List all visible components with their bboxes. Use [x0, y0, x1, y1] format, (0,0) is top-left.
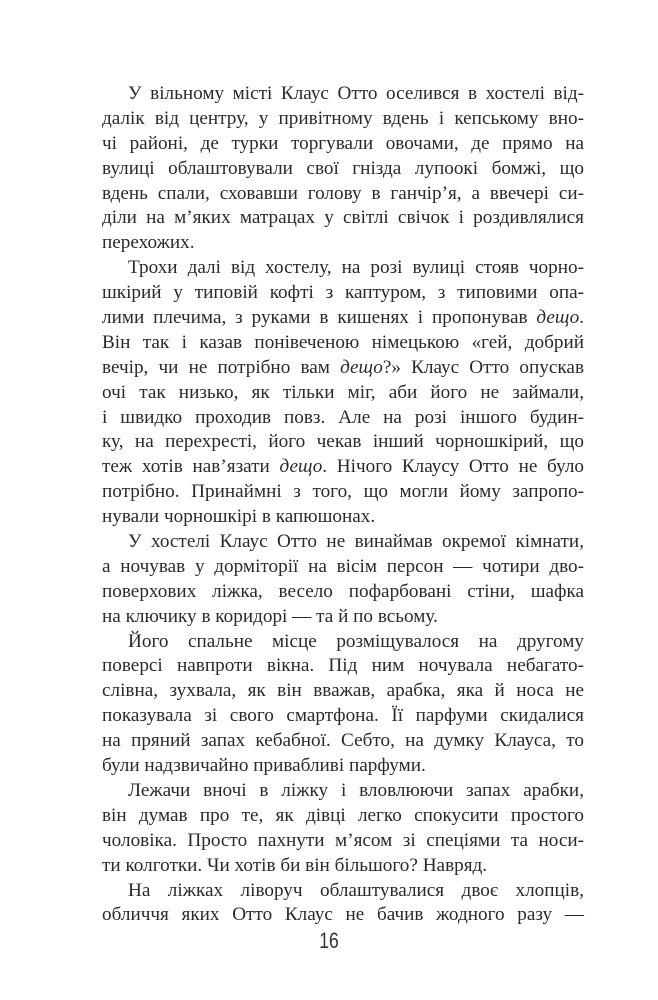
- text-segment: поверсі навпроти вікна. Під ним ночувала небагато-: [102, 655, 584, 677]
- text-line: [102, 679, 584, 704]
- text-segment: поверхових ліжка, весело пофарбовані стіни, шафка: [102, 580, 584, 602]
- text-segment: і швидко проходив повз. Але на розі іншого будин-: [102, 406, 584, 428]
- text-line: [102, 480, 584, 505]
- text-segment: перехожих.: [102, 232, 195, 254]
- paragraph: [102, 256, 584, 530]
- text-line: [102, 381, 584, 406]
- text-segment: слівна, зухвала, як він вважав, арабка, яка й носа не: [102, 680, 584, 702]
- body-text: [102, 82, 584, 928]
- text-line: [102, 754, 584, 779]
- text-segment: Трохи далі від хостелу, на розі вулиці стояв чорно-: [128, 257, 584, 279]
- text-segment: чі районі, де турки торгували овочами, де прямо на: [102, 132, 584, 154]
- text-segment: діли на м’яких матрацах у світлі свічок і роздивлялися: [102, 207, 584, 229]
- text-segment: він думав про те, як дівці легко спокусити простого: [102, 804, 584, 826]
- italic-text: дещо: [340, 356, 383, 378]
- text-line: [102, 256, 584, 281]
- text-segment: . Нічого Клаусу Отто не було: [322, 456, 585, 478]
- text-segment: На ліжках ліворуч облаштувалися двоє хлопців,: [128, 879, 584, 901]
- text-segment: вечір, чи не потрібно вам: [102, 356, 341, 378]
- text-segment: обличчя яких Отто Клаус не бачив жодного разу —: [102, 904, 584, 926]
- text-segment: шкірий у типовій кофті з каптуром, з типовими опа-: [102, 282, 584, 304]
- text-line: [102, 879, 584, 904]
- text-line: [102, 804, 584, 829]
- text-segment: У вільному місті Клаус Отто оселився в хостелі від-: [128, 83, 584, 104]
- text-segment: вулиці облаштовували свої гнізда лупоокі бомжі, що: [102, 157, 584, 179]
- text-segment: показувала зі свого смартфона. Її парфуми скидалися: [102, 705, 584, 727]
- text-line: [102, 829, 584, 854]
- text-line: [102, 356, 584, 381]
- text-line: [102, 630, 584, 655]
- text-line: [102, 854, 584, 879]
- italic-text: дещо: [279, 456, 323, 478]
- paragraph: [102, 630, 584, 779]
- text-segment: Він так і казав понівеченою німецькою «гей, добрий: [102, 331, 584, 353]
- text-segment: .: [579, 307, 584, 329]
- text-segment: на пряний запах кебабної. Себто, на думку Клауса, то: [102, 730, 584, 752]
- text-line: [102, 505, 584, 530]
- text-line: [102, 654, 584, 679]
- text-segment: далік від центру, у привітному вдень і кепському вно-: [102, 107, 584, 129]
- text-segment: Його спальне місце розміщувалося на другому: [128, 630, 584, 652]
- text-segment: вдень спали, сховавши голову в ганчір’я, а ввечері си-: [102, 182, 584, 204]
- text-line: [102, 430, 584, 455]
- text-segment: лими плечима, з руками в кишенях і пропонував: [102, 307, 537, 329]
- text-line: [102, 729, 584, 754]
- text-line: [102, 281, 584, 306]
- text-line: [102, 182, 584, 207]
- text-line: [102, 331, 584, 356]
- paragraph: [102, 82, 584, 256]
- text-line: [102, 779, 584, 804]
- text-line: [102, 231, 584, 256]
- text-segment: потрібно. Принаймні з того, що могли йому запропо-: [102, 481, 584, 503]
- text-line: [102, 580, 584, 605]
- paragraph: [102, 779, 584, 879]
- text-line: [102, 455, 584, 480]
- text-segment: ку, на перехресті, його чекав інший чорношкірий, що: [102, 431, 584, 453]
- text-segment: ?» Клаус Отто опускав: [382, 356, 584, 378]
- text-segment: були надзвичайно привабливі парфуми.: [102, 755, 426, 777]
- text-segment: на ключику в коридорі — та й по всьому.: [102, 605, 438, 627]
- paragraph: [102, 879, 584, 929]
- text-segment: очі так низько, як тільки міг, аби його не займали,: [102, 381, 584, 403]
- text-line: [102, 903, 584, 928]
- text-line: [102, 107, 584, 132]
- page-number: 16: [319, 928, 339, 953]
- text-segment: У хостелі Клаус Отто не винаймав окремої кімнати,: [128, 531, 584, 553]
- text-line: [102, 605, 584, 630]
- text-segment: Лежачи вночі в ліжку і вловлюючи запах арабки,: [128, 779, 584, 801]
- text-segment: ти колготки. Чи хотів би він більшого? Навряд.: [102, 854, 488, 876]
- text-line: [102, 157, 584, 182]
- text-line: [102, 555, 584, 580]
- text-line: [102, 82, 584, 107]
- paragraph: [102, 530, 584, 630]
- text-segment: нували чорношкірі в капюшонах.: [102, 506, 376, 528]
- text-segment: чоловіка. Просто пахнути м’ясом зі спеціями та носи-: [102, 829, 584, 851]
- text-line: [102, 132, 584, 157]
- text-line: [102, 206, 584, 231]
- text-segment: теж хотів нав’язати: [102, 456, 280, 478]
- italic-text: дещо: [536, 307, 580, 329]
- text-line: [102, 406, 584, 431]
- text-line: [102, 530, 584, 555]
- text-segment: а ночував у дормiторії на вісім персон — чотири дво-: [102, 555, 584, 577]
- text-line: [102, 704, 584, 729]
- text-line: [102, 306, 584, 331]
